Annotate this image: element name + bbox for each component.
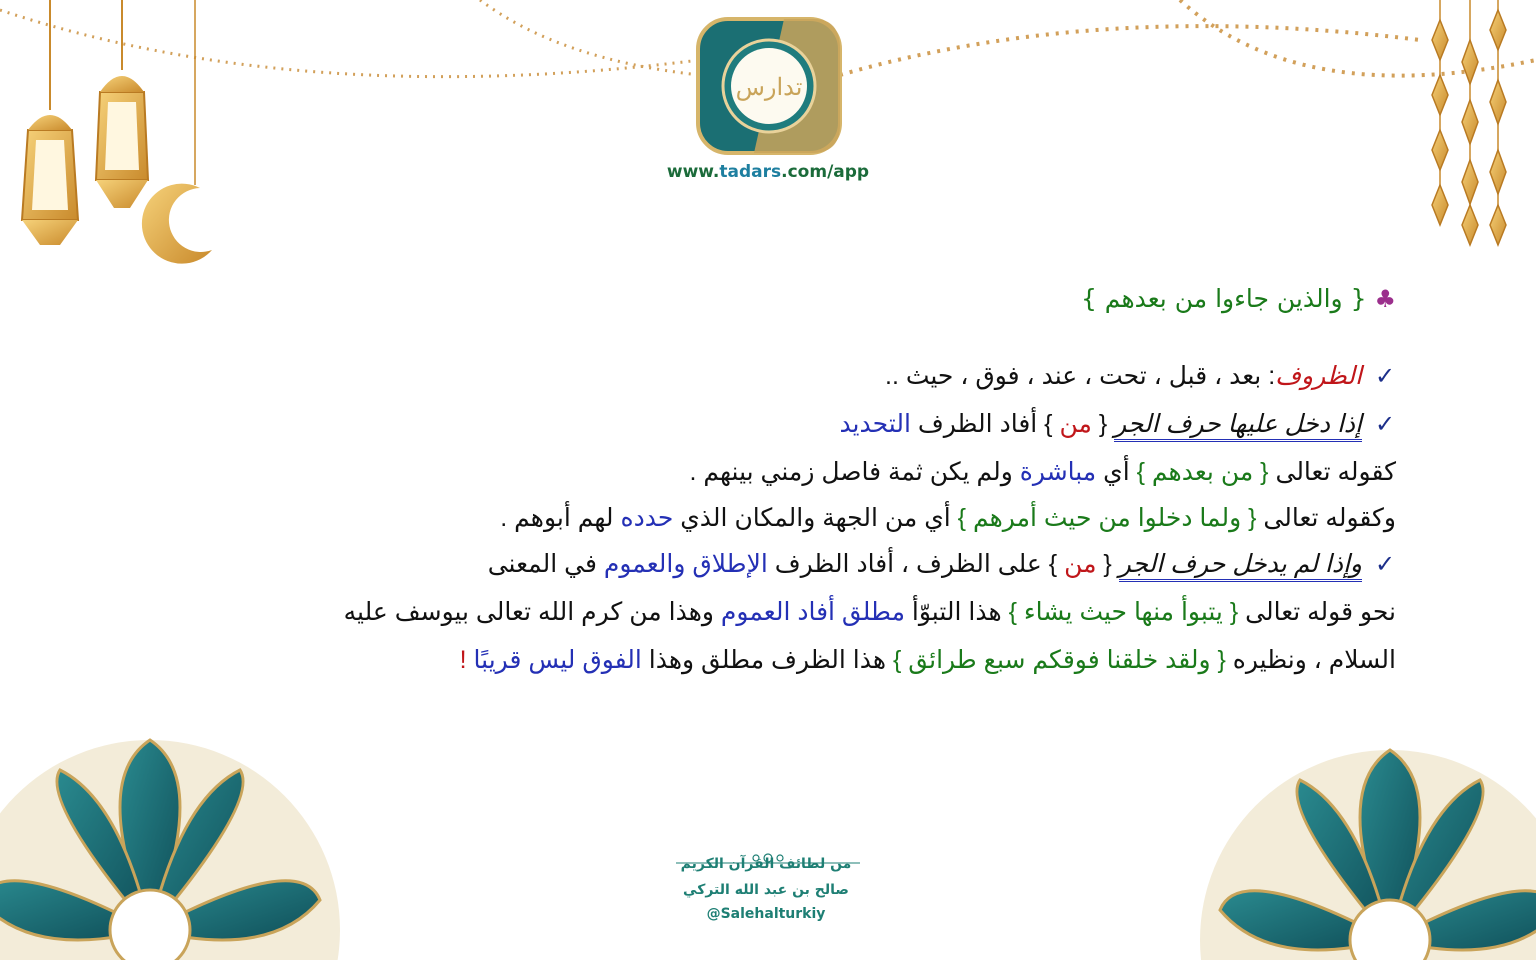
word-itlaq: الإطلاق bbox=[692, 550, 768, 578]
line4-mid: أي من الجهة والمكان الذي bbox=[673, 504, 958, 532]
line7-mid: هذا الظرف مطلق وهذا bbox=[641, 646, 893, 674]
mandala-ornament-right bbox=[1200, 750, 1536, 960]
crescent-moon-icon bbox=[142, 0, 212, 264]
line4-prefix: وكقوله تعالى bbox=[1256, 504, 1396, 532]
phrase-mutlaq: مطلق أفاد العموم bbox=[720, 598, 905, 626]
lantern-icon bbox=[96, 0, 148, 208]
line2-text: } أفاد الظرف bbox=[910, 410, 1060, 438]
bullet-line-1 bbox=[885, 356, 1396, 397]
example-line-1 bbox=[690, 452, 1397, 492]
line1-text: : بعد ، قبل ، تحت ، عند ، فوق ، حيث .. bbox=[885, 362, 1276, 390]
line6-mid: هذا التبوّأ bbox=[904, 598, 1009, 626]
word-tahdid: التحديد bbox=[839, 410, 911, 438]
line7-prefix: السلام ، ونظيره bbox=[1225, 646, 1396, 674]
verse-sab-taraiq: { ولقد خلقنا فوقكم سبع طرائق } bbox=[892, 646, 1226, 674]
condition-without-min: وإذا لم يدخل حرف الجر bbox=[1119, 550, 1362, 582]
lantern-icon bbox=[22, 0, 78, 245]
app-url[interactable] bbox=[640, 162, 896, 182]
checkmark-icon: ✓ bbox=[1374, 411, 1396, 438]
bead-garland-right bbox=[840, 0, 1536, 76]
example-line-4 bbox=[460, 640, 1396, 680]
url-prefix: www. bbox=[666, 162, 720, 182]
url-suffix: .com/app bbox=[781, 162, 870, 182]
verse-min-badihim: { من بعدهم } bbox=[1136, 458, 1269, 486]
tadars-app-logo bbox=[694, 15, 844, 157]
word-min: من bbox=[1064, 550, 1097, 578]
word-min: من bbox=[1059, 410, 1092, 438]
term-zuruf: الظروف bbox=[1275, 362, 1362, 390]
example-line-3 bbox=[344, 592, 1396, 632]
phrase-fawq: الفوق ليس قريبًا bbox=[473, 646, 642, 674]
bullet-line-2 bbox=[839, 404, 1396, 445]
bullet-line-3 bbox=[488, 544, 1396, 585]
bead-garland-left bbox=[0, 0, 700, 77]
word-umum: والعموم bbox=[603, 550, 686, 578]
footer-credits bbox=[656, 848, 876, 922]
condition-with-min: إذا دخل عليها حرف الجر bbox=[1114, 410, 1362, 442]
logo-text: تدارس bbox=[735, 73, 803, 101]
hanging-diamonds bbox=[1432, 0, 1506, 245]
footer-author: صالح بن عبد الله التركي bbox=[683, 882, 849, 898]
verse-title bbox=[1081, 284, 1396, 313]
checkmark-icon: ✓ bbox=[1374, 363, 1396, 390]
line3-mid: أي bbox=[1096, 458, 1137, 486]
line5-suffix: في المعنى bbox=[487, 550, 604, 578]
footer-handle[interactable]: @Salehalturkiy bbox=[706, 906, 826, 922]
club-icon: ♣ bbox=[1374, 285, 1396, 313]
line6-prefix: نحو قوله تعالى bbox=[1238, 598, 1396, 626]
title-verse: { والذين جاءوا من بعدهم } bbox=[1080, 284, 1367, 313]
verse-yatabawwa: { يتبوأ منها حيث يشاء } bbox=[1008, 598, 1239, 626]
line4-suffix: لهم أبوهم . bbox=[500, 504, 621, 532]
line6-suffix: وهذا من كرم الله تعالى بيوسف عليه bbox=[343, 598, 721, 626]
exclamation: ! bbox=[459, 646, 474, 674]
word-mubashara: مباشرة bbox=[1019, 458, 1097, 486]
footer-series: من لطائف القرآن الكريم bbox=[680, 856, 852, 872]
line5-text: } على الظرف ، أفاد الظرف bbox=[767, 550, 1065, 578]
line3-prefix: كقوله تعالى bbox=[1268, 458, 1396, 486]
example-line-2 bbox=[500, 498, 1396, 538]
brace-open: { bbox=[1096, 550, 1119, 578]
word-haddadah: حدده bbox=[620, 504, 674, 532]
mandala-ornament-left bbox=[0, 740, 340, 960]
url-domain: tadars bbox=[719, 162, 782, 182]
verse-lamma-dakhalu: { ولما دخلوا من حيث أمرهم } bbox=[957, 504, 1257, 532]
checkmark-icon: ✓ bbox=[1374, 551, 1396, 578]
line3-suffix: ولم يكن ثمة فاصل زمني بينهم . bbox=[689, 458, 1020, 486]
brace-open: { bbox=[1091, 410, 1115, 438]
